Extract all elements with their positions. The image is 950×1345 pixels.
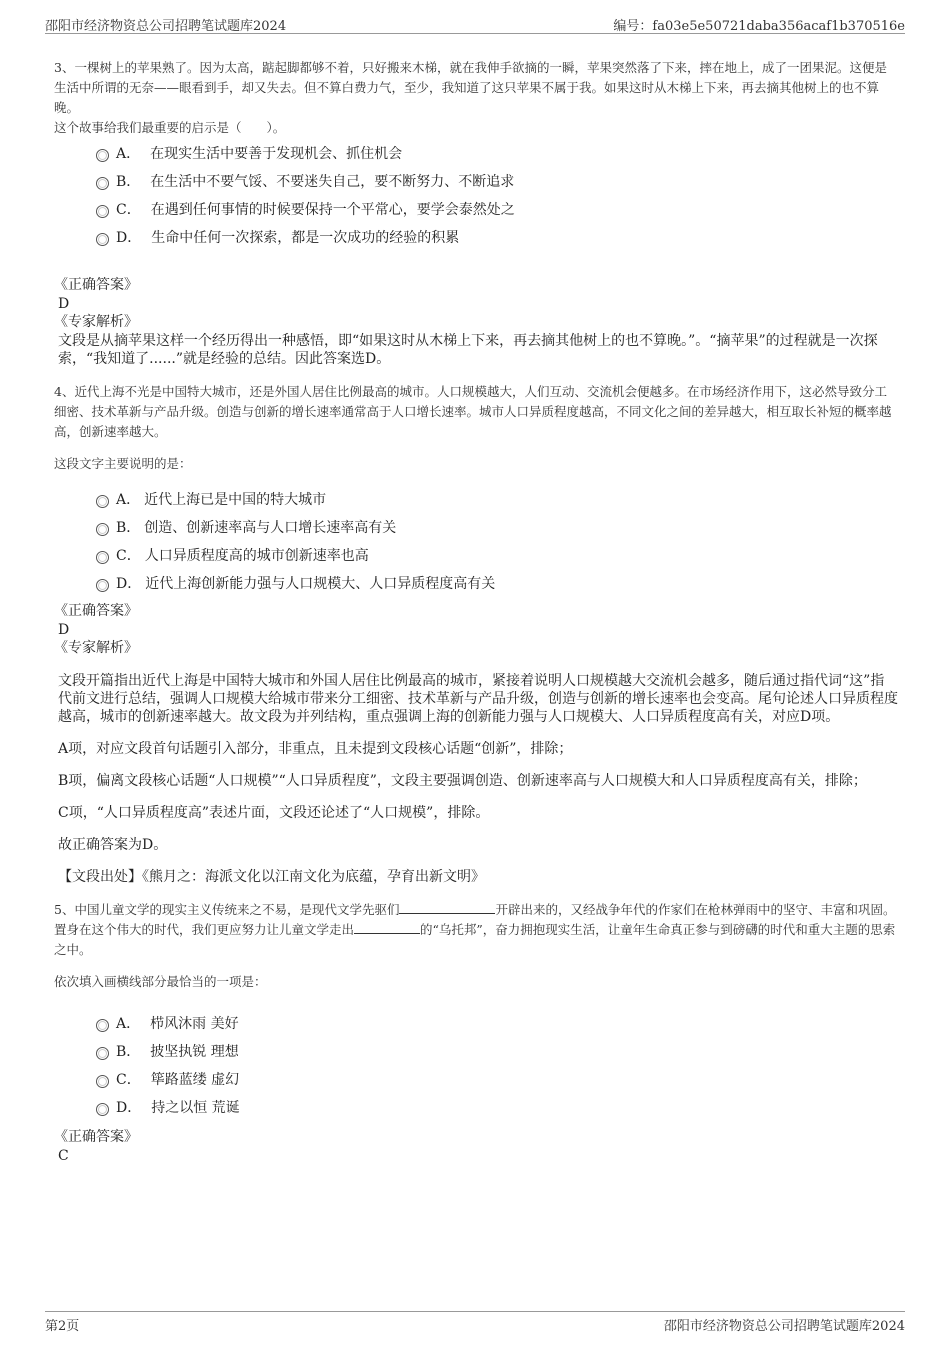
radio-icon[interactable] (96, 579, 109, 592)
question-prompt: 依次填入画横线部分最恰当的一项是： (54, 974, 267, 989)
question-prompt: 这段文字主要说明的是： (54, 456, 192, 471)
radio-icon[interactable] (96, 1103, 109, 1116)
option-a[interactable]: A． 在现实生活中要善于发现机会、抓住机会 (54, 140, 898, 168)
analysis-paragraph: B项，偏离文段核心话题“人口规模”“人口异质程度”，文段主要强调创造、创新速率高与人口规模大和人口异质程度高有关，排除； (58, 773, 867, 789)
analysis-paragraph: C项，“人口异质程度高”表述片面，文段还论述了“人口规模”，排除。 (58, 805, 490, 821)
option-c[interactable]: C． 筚路蓝缕 虚幻 (54, 1066, 898, 1094)
source-citation: 【文段出处】《熊月之：海派文化以江南文化为底蕴，孕育出新文明》 (58, 869, 485, 885)
answer-value: D (58, 622, 70, 638)
analysis-text: 文段是从摘苹果这样一个经历得出一种感悟，即“如果这时从木梯上下来，再去摘其他树上的也不算晚。”。“摘苹果”的过程就是一次探索，“我知道了......”就是经验的总结。因此答案选D。 (58, 333, 878, 367)
option-d[interactable]: D． 生命中任何一次探索，都是一次成功的经验的积累 (54, 224, 898, 252)
option-a[interactable]: A． 近代上海已是中国的特大城市 (54, 486, 898, 514)
option-d[interactable]: D． 近代上海创新能力强与人口规模大、人口异质程度高有关 (54, 570, 898, 598)
radio-icon[interactable] (96, 1019, 109, 1032)
radio-icon[interactable] (96, 523, 109, 536)
answer-label: 《正确答案》 (54, 603, 138, 619)
radio-icon[interactable] (96, 1075, 109, 1088)
page-footer (45, 1311, 905, 1334)
answer-label: 《正确答案》 (54, 1129, 138, 1145)
option-d[interactable]: D． 持之以恒 荒诞 (54, 1094, 898, 1122)
answer-value: C (58, 1148, 69, 1164)
analysis-label: 《专家解析》 (54, 640, 138, 656)
answer-label: 《正确答案》 (54, 277, 138, 293)
radio-icon[interactable] (96, 149, 109, 162)
option-b[interactable]: B． 创造、创新速率高与人口增长速率高有关 (54, 514, 898, 542)
header-serial-number: 编号：fa03e5e50721daba356acaf1b370516e (613, 19, 905, 34)
radio-icon[interactable] (96, 495, 109, 508)
question-stem: 3、一棵树上的苹果熟了。因为太高，踮起脚都够不着，只好搬来木梯，就在我伸手欲摘的一瞬，苹果突然落了下来，摔在地上，成了一团果泥。这便是生活中所谓的无奈——眼看到手，却又失去。但不算白费力气，至少，我知道了这只苹果不属于我。如果这时从木梯上下来，再去摘其他树上的也不算晚。 (54, 60, 887, 115)
analysis-paragraph: A项，对应文段首句话题引入部分，非重点，且未提到文段核心话题“创新”，排除； (58, 741, 573, 757)
radio-icon[interactable] (96, 177, 109, 190)
page-content (54, 58, 898, 1165)
analysis-label: 《专家解析》 (54, 314, 138, 330)
answer-value: D (58, 296, 70, 312)
option-a[interactable]: A． 栉风沐雨 美好 (54, 1010, 898, 1038)
option-list (54, 140, 898, 252)
radio-icon[interactable] (96, 551, 109, 564)
fill-blank-1[interactable] (399, 901, 495, 914)
question-4 (54, 382, 898, 886)
question-stem: 5、中国儿童文学的现实主义传统来之不易，是现代文学先驱们 开辟出来的，又经战争年代的作家们在枪林弹雨中的坚守、丰富和巩固。置身在这个伟大的时代，我们更应努力让儿童文学走出 的“乌托邦”，奋力拥抱现实生活，让童年生命真正参与到磅礴的时代和重大主题的思索之中。 (54, 902, 896, 957)
analysis-paragraph: 文段开篇指出近代上海是中国特大城市和外国人居住比例最高的城市，紧接着说明人口规模越大交流机会越多，随后通过指代词“这”指代前文进行总结，强调人口规模大给城市带来分工细密、技术革新与产品升级，创造与创新的增长速率也会变高。尾句论述人口异质程度越高，城市的创新速率越大。故文段为并列结构，重点强调上海的创新能力强与人口规模大、人口异质程度高有关，对应D项。 (58, 673, 898, 725)
option-b[interactable]: B． 披坚执锐 理想 (54, 1038, 898, 1066)
question-5 (54, 900, 898, 1165)
page-header (45, 13, 905, 34)
page-number: 第2页 (45, 1319, 80, 1334)
radio-icon[interactable] (96, 205, 109, 218)
fill-blank-2[interactable] (354, 921, 420, 934)
radio-icon[interactable] (96, 1047, 109, 1060)
header-title: 邵阳市经济物资总公司招聘笔试题库2024 (45, 19, 287, 34)
question-prompt: 这个故事给我们最重要的启示是（ ）。 (54, 120, 286, 135)
option-list (54, 1010, 898, 1122)
option-c[interactable]: C． 人口异质程度高的城市创新速率也高 (54, 542, 898, 570)
analysis-paragraph: 故正确答案为D。 (58, 837, 168, 853)
radio-icon[interactable] (96, 233, 109, 246)
option-b[interactable]: B． 在生活中不要气馁、不要迷失自己，要不断努力、不断追求 (54, 168, 898, 196)
option-c[interactable]: C． 在遇到任何事情的时候要保持一个平常心，要学会泰然处之 (54, 196, 898, 224)
question-3 (54, 58, 898, 368)
footer-title: 邵阳市经济物资总公司招聘笔试题库2024 (663, 1319, 905, 1334)
option-list (54, 486, 898, 598)
question-stem: 4、近代上海不光是中国特大城市，还是外国人居住比例最高的城市。人口规模越大，人们互动、交流机会便越多。在市场经济作用下，这必然导致分工细密、技术革新与产品升级。创造与创新的增长速率通常高于人口增长速率。城市人口异质程度越高，不同文化之间的差异越大，相互取长补短的概率越高，创新速率越大。 (54, 384, 892, 439)
